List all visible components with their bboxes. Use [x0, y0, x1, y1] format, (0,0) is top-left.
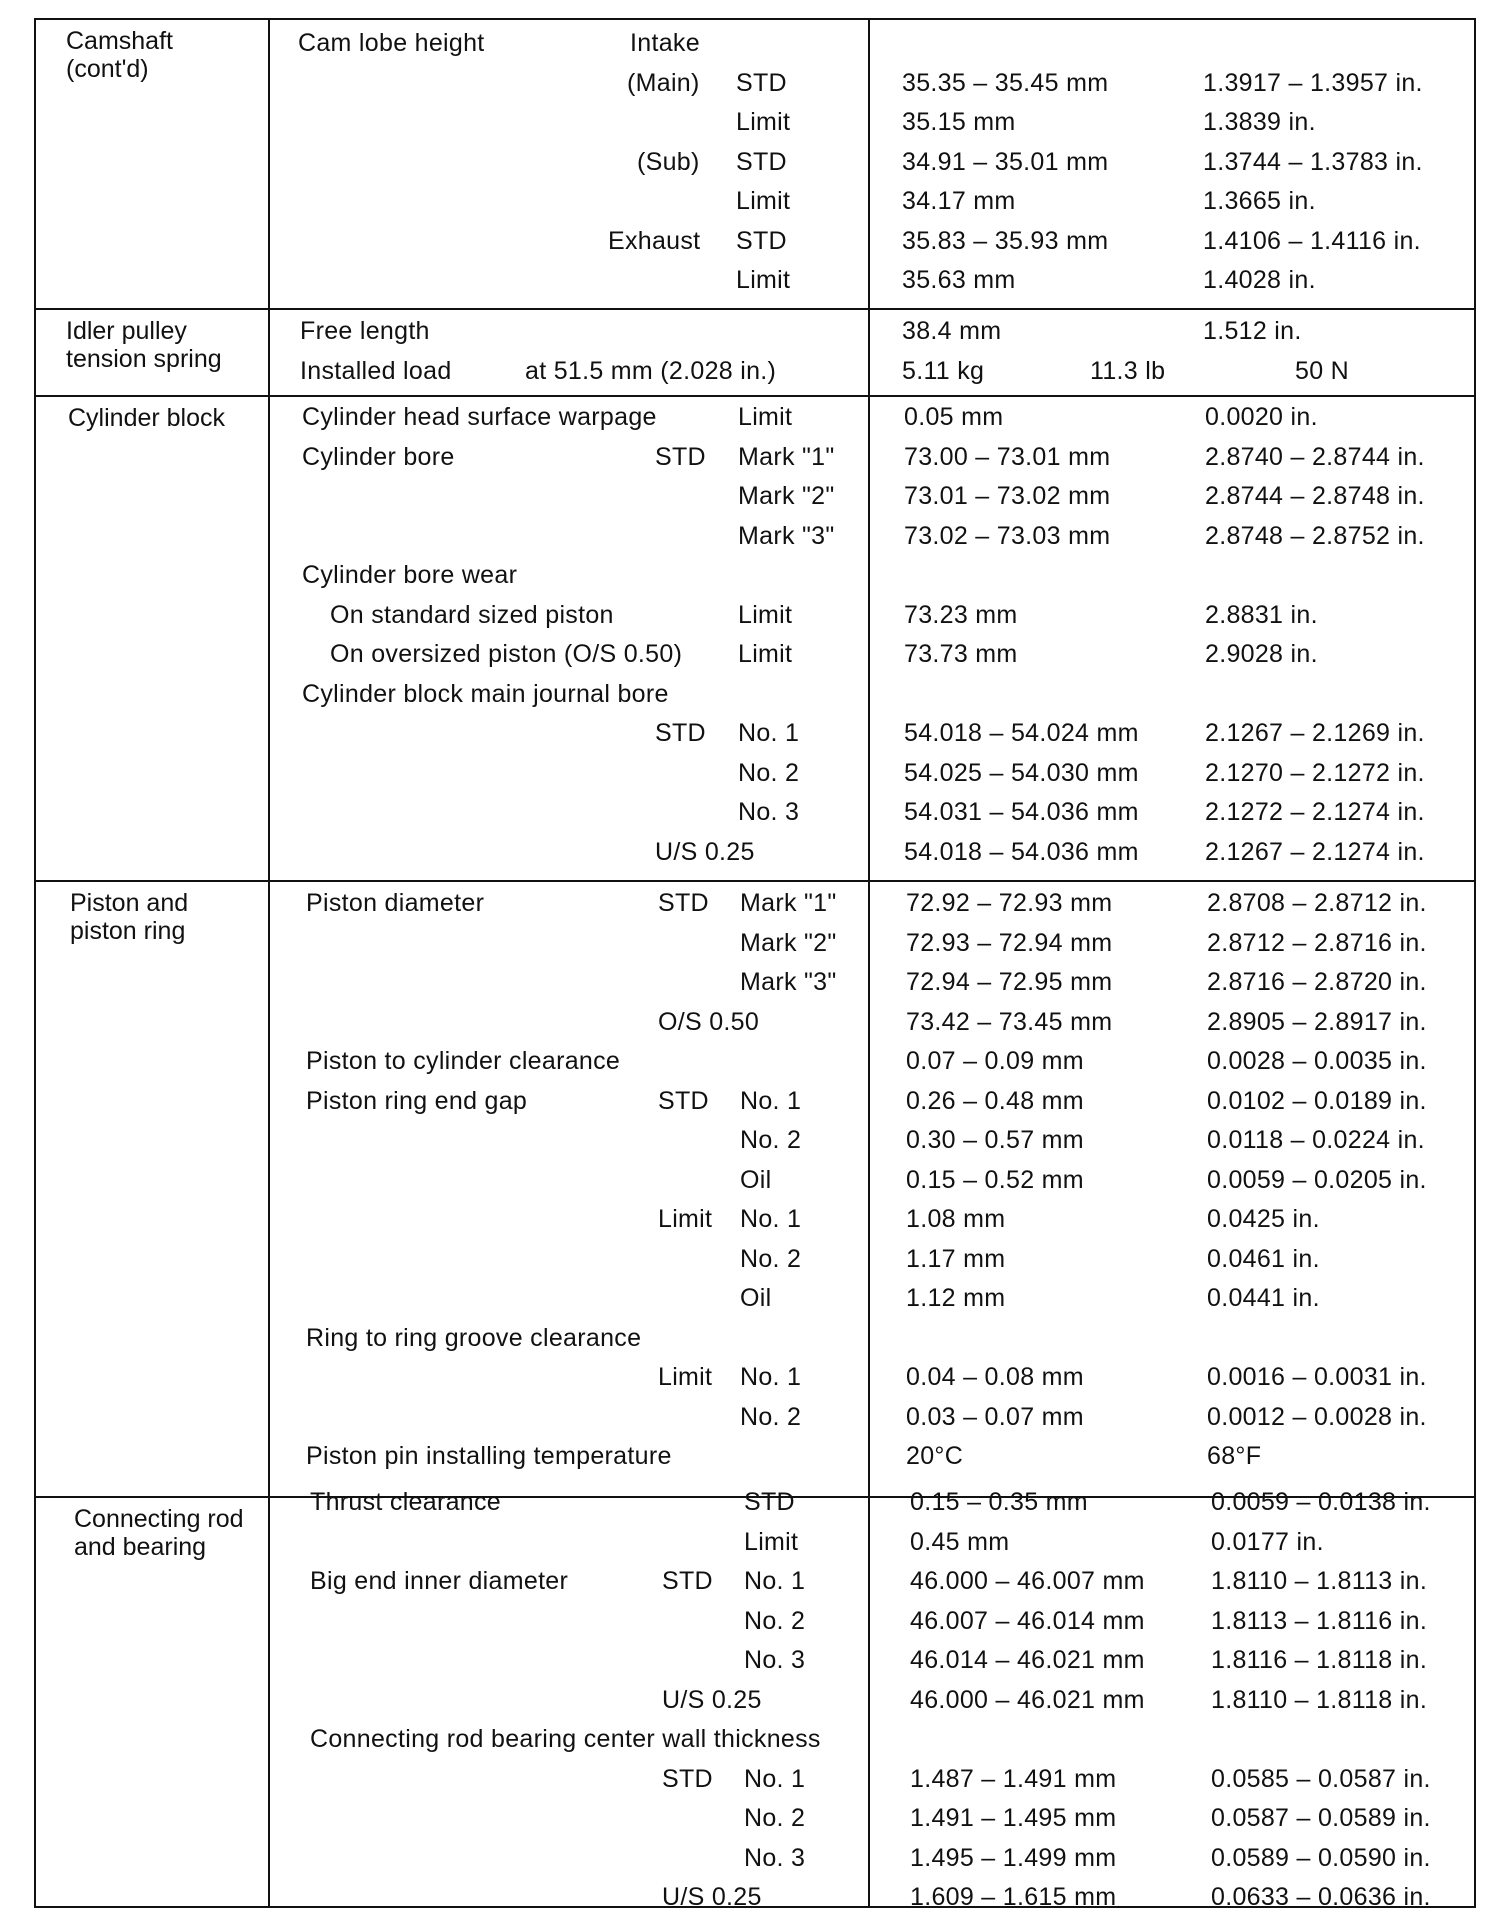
cell-item: Cam lobe height [298, 29, 485, 57]
cell-condition: Limit [738, 403, 793, 431]
cell-metric-value: 0.03 – 0.07 mm [906, 1402, 1084, 1431]
cell-metric-value: 46.000 – 46.021 mm [910, 1685, 1145, 1714]
cell-imperial-value: 1.3744 – 1.3783 in. [1203, 147, 1423, 176]
cell-condition: STD [736, 226, 787, 255]
cell-condition: STD [736, 147, 787, 176]
cell-imperial-value: 0.0587 – 0.0589 in. [1211, 1804, 1431, 1832]
cell-imperial-value: 2.8712 – 2.8716 in. [1207, 928, 1427, 957]
cell-item: Big end inner diameter [310, 1567, 569, 1595]
cell-imperial-value: 2.8740 – 2.8744 in. [1205, 442, 1425, 471]
cell-metric-value: 0.45 mm [910, 1527, 1010, 1556]
cell-metric-value: 54.018 – 54.024 mm [904, 719, 1139, 747]
cell-condition: Limit [738, 640, 793, 668]
cell-metric-value: 46.007 – 46.014 mm [910, 1606, 1145, 1635]
section-title [70, 888, 188, 946]
cell-condition: No. 2 [738, 758, 800, 787]
cell-metric-value: 0.07 – 0.09 mm [906, 1047, 1084, 1075]
cell-metric-value: 73.73 mm [904, 640, 1018, 668]
cell-qualifier: U/S 0.25 [662, 1685, 762, 1714]
cell-item: Cylinder block main journal bore [302, 679, 669, 708]
cell-imperial-value: 0.0059 – 0.0138 in. [1211, 1488, 1431, 1516]
cell-condition: No. 1 [744, 1567, 806, 1595]
cell-qualifier: STD [655, 719, 706, 747]
cell-condition: STD [736, 68, 787, 97]
cell-item: Free length [300, 317, 430, 345]
cell-metric-value: 73.00 – 73.01 mm [904, 442, 1111, 471]
cell-condition: Oil [740, 1284, 772, 1312]
section-divider [34, 395, 1474, 397]
cell-metric-value: 72.94 – 72.95 mm [906, 968, 1113, 996]
cell-imperial-value: 0.0016 – 0.0031 in. [1207, 1363, 1427, 1391]
cell-imperial-value: 0.0589 – 0.0590 in. [1211, 1843, 1431, 1872]
cell-condition: No. 1 [740, 1086, 802, 1115]
table-border-right [1474, 18, 1476, 1908]
cell-metric-value: 20°C [906, 1442, 964, 1470]
section-title [66, 26, 173, 84]
cell-item: Ring to ring groove clearance [306, 1323, 642, 1352]
cell-condition: No. 3 [738, 798, 800, 826]
cell-metric-value: 73.01 – 73.02 mm [904, 482, 1111, 510]
cell-imperial-value: 68°F [1207, 1442, 1262, 1470]
cell-condition: Mark "3" [740, 968, 837, 996]
cell-condition: No. 1 [740, 1363, 802, 1391]
cell-imperial-value: 0.0177 in. [1211, 1527, 1324, 1556]
cell-metric-value: 1.495 – 1.499 mm [910, 1843, 1117, 1872]
cell-qualifier: (Main) [627, 68, 700, 97]
cell-imperial-value: 2.1267 – 2.1269 in. [1205, 719, 1425, 747]
cell-qualifier: O/S 0.50 [658, 1007, 760, 1036]
cell-metric-value: 1.08 mm [906, 1205, 1006, 1233]
cell-imperial-value: 11.3 lb [1090, 356, 1166, 385]
cell-item: Cylinder bore [302, 442, 455, 471]
cell-condition: No. 2 [744, 1804, 806, 1832]
cell-imperial-value: 1.512 in. [1203, 317, 1302, 345]
cell-item: Thrust clearance [310, 1488, 501, 1516]
table-border-left [34, 18, 36, 1906]
cell-condition: Mark "1" [738, 442, 835, 471]
cell-imperial-value: 2.1270 – 2.1272 in. [1205, 758, 1425, 787]
cell-imperial-value: 2.9028 in. [1205, 640, 1318, 668]
cell-imperial-value: 0.0102 – 0.0189 in. [1207, 1086, 1427, 1115]
cell-item: Piston to cylinder clearance [306, 1047, 621, 1075]
cell-metric-value: 1.487 – 1.491 mm [910, 1764, 1117, 1793]
cell-imperial-value: 1.8113 – 1.8116 in. [1211, 1606, 1428, 1635]
cell-metric-value: 0.04 – 0.08 mm [906, 1363, 1084, 1391]
cell-metric-value: 54.031 – 54.036 mm [904, 798, 1139, 826]
cell-imperial-value: 2.1272 – 2.1274 in. [1205, 798, 1425, 826]
cell-imperial-value: 2.1267 – 2.1274 in. [1205, 837, 1425, 866]
cell-metric-value: 54.018 – 54.036 mm [904, 837, 1139, 866]
cell-metric-value: 0.26 – 0.48 mm [906, 1086, 1084, 1115]
section-title-line: Cylinder block [68, 404, 226, 432]
cell-imperial-value: 0.0461 in. [1207, 1244, 1320, 1273]
cell-condition: Mark "1" [740, 889, 837, 917]
cell-imperial-value: 0.0059 – 0.0205 in. [1207, 1165, 1427, 1194]
cell-item: Cylinder head surface warpage [302, 403, 657, 431]
cell-qualifier: STD [658, 1086, 709, 1115]
cell-condition: Mark "3" [738, 521, 835, 550]
cell-condition: Mark "2" [740, 928, 837, 957]
cell-qualifier: STD [655, 442, 706, 471]
cell-imperial-value: 0.0633 – 0.0636 in. [1211, 1883, 1431, 1911]
cell-imperial-value: 1.8116 – 1.8118 in. [1211, 1646, 1428, 1674]
section-title [68, 403, 225, 433]
cell-condition: Limit [736, 108, 791, 136]
cell-condition: Mark "2" [738, 482, 835, 510]
cell-condition: No. 2 [740, 1402, 802, 1431]
cell-imperial-value: 1.3665 in. [1203, 187, 1316, 215]
cell-metric-value: 73.23 mm [904, 600, 1018, 629]
cell-condition: No. 1 [740, 1205, 802, 1233]
section-title-line: Camshaft [66, 27, 173, 55]
cell-item: Piston ring end gap [306, 1086, 528, 1115]
cell-imperial-value: 2.8744 – 2.8748 in. [1205, 482, 1425, 510]
table-border-top [34, 18, 1474, 20]
cell-imperial-value: 1.3917 – 1.3957 in. [1203, 68, 1423, 97]
cell-metric-value: 46.014 – 46.021 mm [910, 1646, 1145, 1674]
cell-imperial-value: 1.8110 – 1.8113 in. [1211, 1567, 1428, 1595]
cell-metric-value: 5.11 kg [902, 356, 985, 385]
cell-extra-value: 50 N [1295, 356, 1350, 385]
cell-condition: Limit [738, 600, 793, 629]
cell-imperial-value: 2.8905 – 2.8917 in. [1207, 1007, 1427, 1036]
cell-metric-value: 1.609 – 1.615 mm [910, 1883, 1117, 1911]
cell-item: Piston pin installing temperature [306, 1442, 672, 1470]
cell-qualifier: at 51.5 mm (2.028 in.) [525, 356, 777, 385]
cell-metric-value: 1.491 – 1.495 mm [910, 1804, 1117, 1832]
column-divider-item [268, 18, 270, 1906]
section-title [66, 316, 222, 374]
cell-condition: No. 3 [744, 1646, 806, 1674]
cell-metric-value: 35.63 mm [902, 266, 1016, 294]
cell-imperial-value: 1.4028 in. [1203, 266, 1316, 294]
cell-qualifier: U/S 0.25 [655, 837, 755, 866]
cell-condition: No. 2 [740, 1244, 802, 1273]
section-title-line: Idler pulley [66, 317, 187, 345]
cell-condition: Oil [740, 1165, 772, 1194]
cell-metric-value: 73.02 – 73.03 mm [904, 521, 1111, 550]
cell-imperial-value: 2.8708 – 2.8712 in. [1207, 889, 1427, 917]
cell-metric-value: 38.4 mm [902, 317, 1002, 345]
cell-metric-value: 54.025 – 54.030 mm [904, 758, 1139, 787]
cell-condition: No. 2 [744, 1606, 806, 1635]
cell-qualifier: Limit [658, 1363, 713, 1391]
cell-metric-value: 0.15 – 0.52 mm [906, 1165, 1084, 1194]
cell-metric-value: 72.93 – 72.94 mm [906, 928, 1113, 957]
cell-imperial-value: 0.0441 in. [1207, 1284, 1320, 1312]
cell-metric-value: 46.000 – 46.007 mm [910, 1567, 1145, 1595]
cell-imperial-value: 2.8716 – 2.8720 in. [1207, 968, 1427, 996]
cell-metric-value: 73.42 – 73.45 mm [906, 1007, 1113, 1036]
section-divider [34, 880, 1474, 882]
cell-imperial-value: 1.8110 – 1.8118 in. [1211, 1685, 1428, 1714]
cell-item: Piston diameter [306, 889, 485, 917]
section-title-line: tension spring [66, 345, 222, 373]
cell-condition: No. 2 [740, 1126, 802, 1154]
cell-condition: Limit [736, 187, 791, 215]
cell-qualifier: STD [658, 889, 709, 917]
cell-qualifier: Intake [630, 29, 700, 57]
section-title-line: piston ring [70, 917, 186, 945]
section-title [74, 1504, 244, 1562]
cell-condition: Limit [744, 1527, 799, 1556]
section-title-line: Piston and [70, 889, 189, 917]
cell-metric-value: 0.05 mm [904, 403, 1004, 431]
cell-condition: No. 1 [744, 1764, 806, 1793]
cell-condition: No. 3 [744, 1843, 806, 1872]
cell-metric-value: 72.92 – 72.93 mm [906, 889, 1113, 917]
cell-item: On standard sized piston [330, 600, 614, 629]
cell-item: Connecting rod bearing center wall thickness [310, 1725, 821, 1753]
cell-imperial-value: 1.3839 in. [1203, 108, 1316, 136]
section-title-line: and bearing [74, 1533, 207, 1561]
cell-metric-value: 34.91 – 35.01 mm [902, 147, 1109, 176]
cell-metric-value: 35.35 – 35.45 mm [902, 68, 1109, 97]
cell-item: Installed load [300, 356, 452, 385]
cell-metric-value: 1.17 mm [906, 1244, 1006, 1273]
cell-condition: No. 1 [738, 719, 800, 747]
cell-metric-value: 35.15 mm [902, 108, 1016, 136]
section-divider [34, 308, 1474, 310]
cell-imperial-value: 2.8831 in. [1205, 600, 1318, 629]
cell-item: On oversized piston (O/S 0.50) [330, 640, 683, 668]
column-divider-value [868, 18, 870, 1906]
cell-imperial-value: 0.0020 in. [1205, 403, 1318, 431]
cell-metric-value: 0.30 – 0.57 mm [906, 1126, 1084, 1154]
cell-imperial-value: 2.8748 – 2.8752 in. [1205, 521, 1425, 550]
cell-condition: Limit [736, 266, 791, 294]
cell-item: Cylinder bore wear [302, 561, 518, 589]
cell-imperial-value: 0.0028 – 0.0035 in. [1207, 1047, 1427, 1075]
cell-qualifier: STD [662, 1764, 713, 1793]
cell-metric-value: 0.15 – 0.35 mm [910, 1488, 1088, 1516]
cell-imperial-value: 0.0585 – 0.0587 in. [1211, 1764, 1431, 1793]
cell-imperial-value: 0.0012 – 0.0028 in. [1207, 1402, 1427, 1431]
cell-imperial-value: 1.4106 – 1.4116 in. [1203, 226, 1421, 255]
cell-qualifier: Limit [658, 1205, 713, 1233]
cell-metric-value: 34.17 mm [902, 187, 1016, 215]
cell-condition: STD [744, 1488, 795, 1516]
section-title-line: (cont'd) [66, 55, 149, 83]
cell-qualifier: (Sub) [637, 147, 700, 176]
cell-metric-value: 1.12 mm [906, 1284, 1006, 1312]
cell-imperial-value: 0.0425 in. [1207, 1205, 1320, 1233]
cell-qualifier: U/S 0.25 [662, 1883, 762, 1911]
cell-qualifier: STD [662, 1567, 713, 1595]
cell-imperial-value: 0.0118 – 0.0224 in. [1207, 1126, 1425, 1154]
section-title-line: Connecting rod [74, 1505, 244, 1533]
cell-metric-value: 35.83 – 35.93 mm [902, 226, 1109, 255]
cell-qualifier: Exhaust [608, 226, 701, 255]
